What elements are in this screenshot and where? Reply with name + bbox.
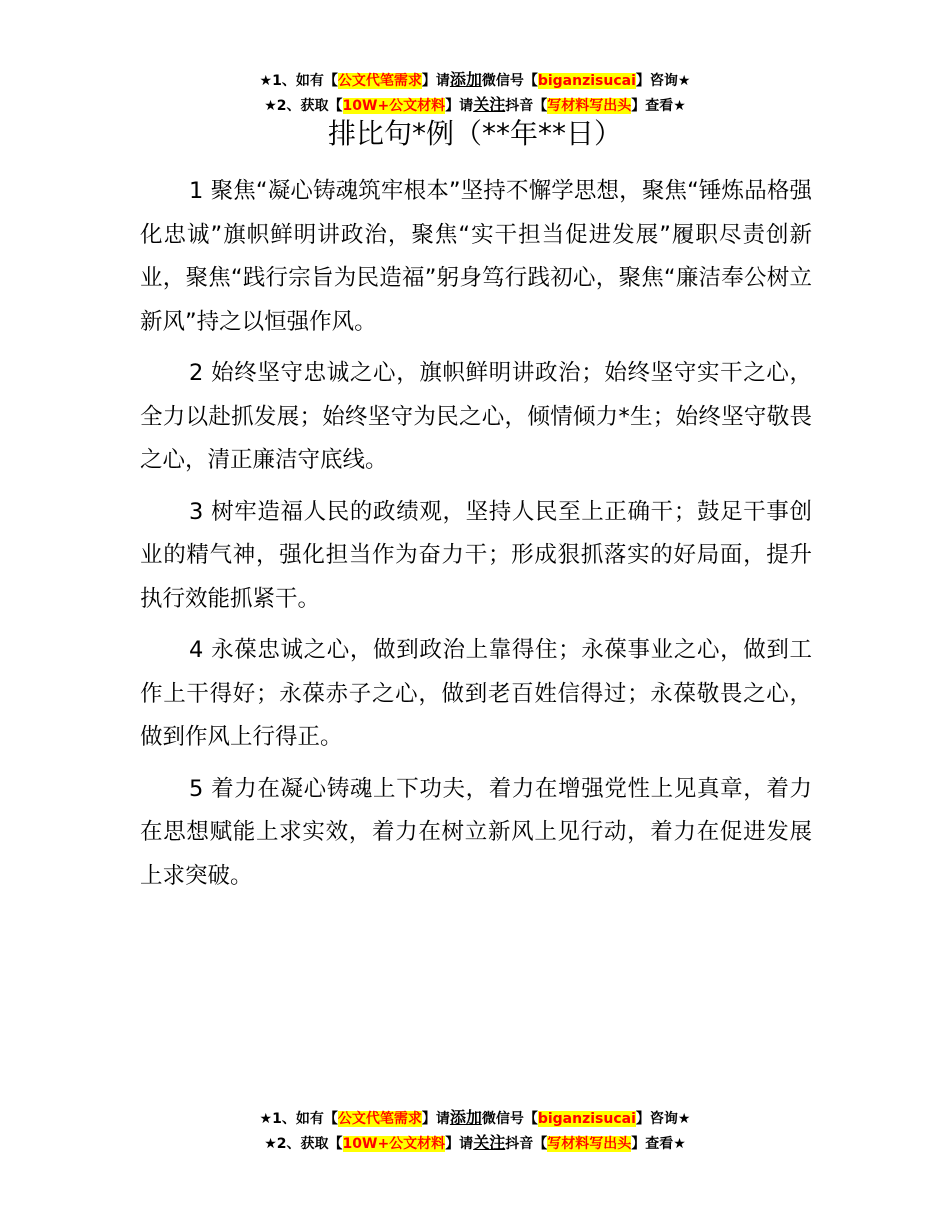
- banner-highlight: biganzisucai: [537, 1111, 636, 1127]
- paragraph-2: 2 始终坚守忠诚之心，旗帜鲜明讲政治；始终坚守实干之心，全力以赴抓发展；始终坚守为民之心，倾情倾力*生；始终坚守敬畏之心，清正廉洁守底线。: [140, 360, 812, 473]
- banner-emphasis: 添加: [449, 1108, 482, 1127]
- banner-text: 】请: [445, 98, 474, 114]
- banner-highlight: 写材料写出头: [547, 98, 632, 114]
- paragraph-4: 4 永葆忠诚之心，做到政治上靠得住；永葆事业之心，做到工作上干得好；永葆赤子之心，做到老百姓信得过；永葆敬畏之心，做到作风上行得正。: [140, 637, 812, 750]
- paragraph-3: 3 树牢造福人民的政绩观，坚持人民至上正确干；鼓足干事创业的精气神，强化担当作为奋力干；形成狠抓落实的好局面，提升执行效能抓紧干。: [140, 498, 812, 612]
- banner-emphasis: 添加: [449, 70, 482, 89]
- banner-text: 】请: [421, 1111, 450, 1127]
- paragraph-5: 5 着力在凝心铸魂上下功夫，着力在增强党性上见真章，着力在思想赋能上求实效，着力在树立新风上见行动，着力在促进发展上求突破。: [140, 775, 812, 889]
- banner-text: 】咨询★: [635, 1111, 691, 1127]
- banner-emphasis: 关注: [473, 1133, 506, 1152]
- banner-highlight: 写材料写出头: [547, 1136, 632, 1152]
- banner-text: ★1、如有【: [259, 1111, 338, 1127]
- footer-banner-line-1: [0, 1106, 950, 1131]
- banner-emphasis: 关注: [473, 95, 506, 114]
- footer-banner: [0, 1106, 950, 1156]
- banner-text: 抖音【: [505, 98, 548, 114]
- banner-text: 】请: [421, 73, 450, 89]
- banner-text: 】咨询★: [635, 73, 691, 89]
- banner-text: 微信号【: [481, 1111, 538, 1127]
- banner-highlight: 10W+公文材料: [342, 1136, 446, 1152]
- banner-text: 】查看★: [631, 98, 686, 114]
- header-banner: [0, 68, 950, 118]
- banner-text: 】请: [445, 1136, 474, 1152]
- document-title: 排比句*例（**年**日）: [327, 117, 622, 150]
- banner-text: ★2、获取【: [264, 1136, 343, 1152]
- banner-highlight: 公文代笔需求: [337, 1111, 422, 1127]
- banner-text: 】查看★: [631, 1136, 686, 1152]
- document-body: [140, 170, 812, 906]
- banner-highlight: 公文代笔需求: [337, 73, 422, 89]
- banner-text: ★2、获取【: [264, 98, 343, 114]
- banner-highlight: biganzisucai: [537, 73, 636, 89]
- banner-text: 抖音【: [505, 1136, 548, 1152]
- footer-banner-line-2: [0, 1131, 950, 1156]
- banner-text: ★1、如有【: [259, 73, 338, 89]
- banner-text: 微信号【: [481, 73, 538, 89]
- banner-highlight: 10W+公文材料: [342, 98, 446, 114]
- paragraph-1: 1 聚焦“凝心铸魂筑牢根本”坚持不懈学思想，聚焦“锤炼品格强化忠诚”旗帜鲜明讲政治，聚焦“实干担当促进发展”履职尽责创新业，聚焦“践行宗旨为民造福”躬身笃行践初心，聚焦“廉洁奉公树立新风”持之以恒强作风。: [140, 178, 812, 335]
- header-banner-line-1: [0, 68, 950, 93]
